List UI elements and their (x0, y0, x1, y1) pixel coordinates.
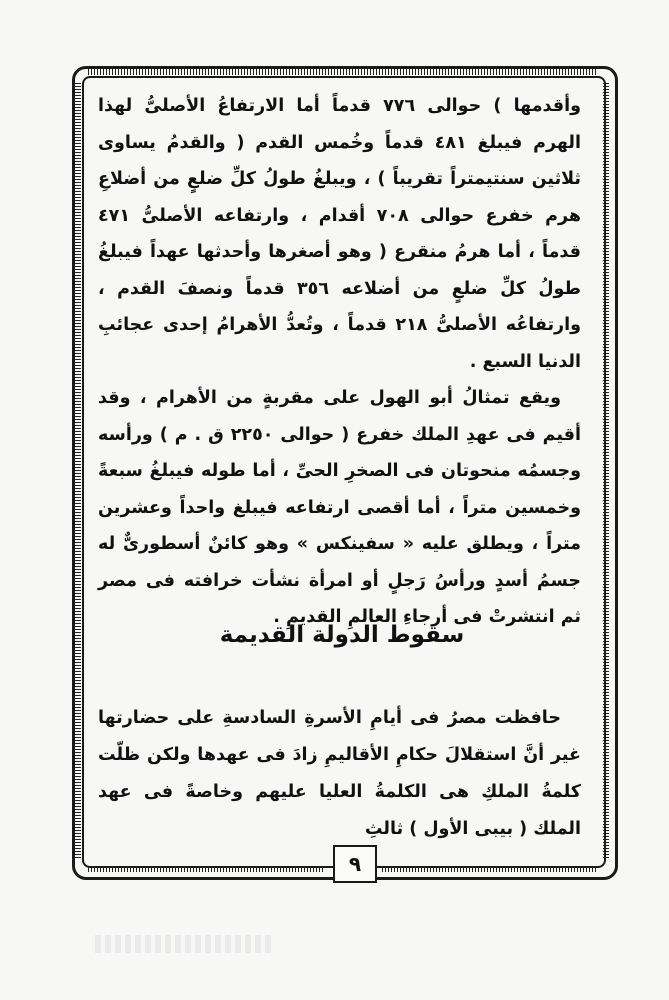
section-body (98, 700, 581, 848)
border-hatching-top (88, 69, 596, 75)
paragraph-sixth-dynasty: حافظت مصرُ فى أيامِ الأسرةِ السادسةِ على حضارتها غير أنَّ استقلالَ حكامِ الأقاليمِ زادَ فى عهدها ولكن ظلّت كلمةُ الملكِ هى الكلمةُ العليا عليهم وخاصةً فى عهد الملك ( بيبى الأول ) ثالثِ (98, 708, 581, 839)
border-hatching-bottom-right (382, 866, 596, 872)
paragraph-pyramids: وأقدمها ) حوالى ٧٧٦ قدماً أما الارتفاعُ الأصلىُّ لهذا الهرم فيبلغ ٤٨١ قدماً وخُمس القدم ( والقدمُ يساوى ثلاثين سنتيمتراً تقريباً ) ، ويبلغُ طولُ كلِّ ضلعٍ من أضلاعِ هرم خفرع حوالى ٧٠٨ أقدام ، وارتفاعه الأصلىُّ ٤٧١ قدماً ، أما هرمُ منقرع ( وهو أصغرها وأحدثها عهداً فيبلغُ طولُ كلِّ ضلعٍ من أضلاعه ٣٥٦ قدماً ونصفَ القدم ، وارتفاعُه الأصلىُّ ٢١٨ قدماً ، وتُعدُّ الأهرامُ إحدى عجائبِ الدنيا السبع . (98, 96, 582, 372)
border-hatching-bottom-left (88, 866, 324, 872)
body-text (98, 88, 581, 636)
paragraph-sphinx: ويقع تمثالُ أبو الهول على مقربةٍ من الأهرام ، وقد أقيم فى عهدِ الملك خفرع ( حوالى ٢٢٥٠ ق . م ) ورأسه وجسمُه منحوتان فى الصخرِ الحىِّ ، أما طوله فيبلغُ سبعةً وخمسين متراً ، أما أقصى ارتفاعه فيبلغ واحداً وعشرين متراً ، ويطلق عليه « سفينكس » وهو كائنٌ أسطورىٌّ له جسمُ أسدٍ ورأسُ رَجلٍ أو امرأة نشأت خرافته فى مصر ثم انتشرتْ فى أرجاءِ العالمِ القديمِ . (98, 388, 581, 627)
border-hatching-right (603, 82, 609, 858)
border-hatching-left (75, 82, 81, 858)
bleed-through-smudge (95, 935, 275, 953)
page-number: ٩ (333, 845, 377, 883)
section-heading: سقوط الدولة القديمة (219, 622, 465, 648)
